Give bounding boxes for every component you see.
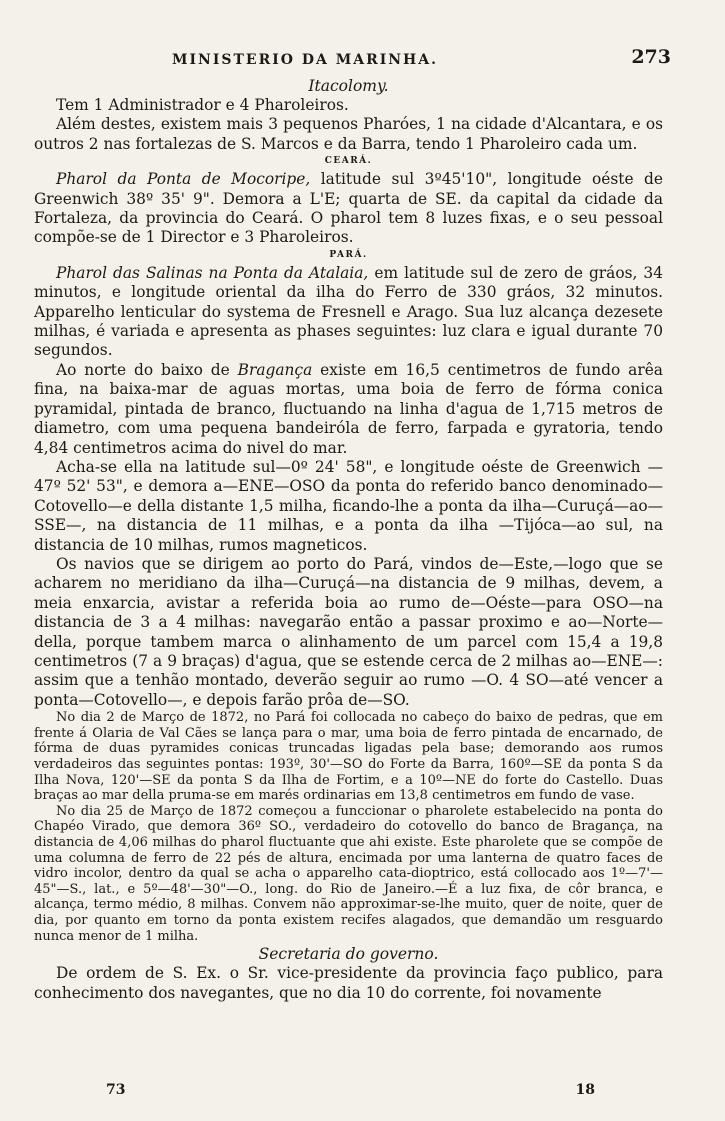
paragraph-itacolomy-lighthouses: Além destes, existem mais 3 pequenos Pharóes, 1 na cidade d'Alcantara, e os outros 2 nas fortalezas de S. Marcos e da Barra, tendo 1 Pharoleiro cada um. (34, 115, 663, 153)
place-name-braganca: Bragança (237, 360, 313, 379)
page-header (34, 46, 671, 76)
paragraph-para-march-25: No dia 25 de Março de 1872 começou a funccionar o pharolete estabelecido na ponta do Chapéo Virado, que demora 36º SO., verdadeiro do cotovello do banco de Bragança, na distancia de 4,06 milhas do pharol fluctuante que ahi existe. Este pharolete que se compõe de uma columna de ferro de 22 pés de altura, encimada por uma lanterna de quatro faces de vidro incolor, dentro da qual se acha o apparelho cata-dioptrico, está collocado aos 1º—7'—45"—S., lat., e 5º—48'—30"—O., long. do Rio de Janeiro.—É a luz fixa, de côr branca, e alcança, termo médio, 8 milhas. Convem não approximar-se-lhe muito, quer de noite, quer de dia, por quanto em torno da ponta existem recifes alagados, que demandão um resguardo nunca menor de 1 milha. (34, 803, 663, 944)
pharol-name-mocoripe: Pharol da Ponta de Mocoripe, (56, 170, 311, 189)
text-segment: existe em 16,5 centimetros de fundo arêa fina, na baixa-mar de aguas mortas, uma boia de ferro de fórma conica pyramidal, pintada de branco, fluctuando na linha d'agua de 1,715 metros de diametro, com uma pequena bandeiróla de ferro, farpada e gyratoria, tendo 4,84 centimetros acima do nivel do mar. (34, 360, 663, 457)
paragraph-para-braganca-buoy (34, 361, 663, 458)
section-heading-secretaria: Secretaria do governo. (258, 945, 439, 964)
paragraph-para-navigation: Os navios que se dirigem ao porto do Pará, vindos de—Este,—logo que se acharem no meridiano da ilha—Curuçá—na distancia de 9 milhas, devem, a meia enxarcia, avistar a referida boia ao rumo de—Oéste—para OSO—na distancia de 3 a 4 milhas: navegarão então a passar proximo e ao—Norte—della, porque tambem marca o alinhamento de um parcel com 15,4 a 19,8 centimetros (7 a 9 braças) d'agua, que se estende cerca de 2 milhas ao—ENE—: assim que a tenhão montado, deverão seguir ao rumo —O. 4 SO—até vencer a ponta—Cotovello—, e depois farão prôa de—SO. (34, 554, 663, 709)
pharol-name-salinas: Pharol das Salinas na Ponta da Atalaia, (56, 263, 369, 282)
page-number: 273 (631, 46, 671, 68)
paragraph-ceara-text: latitude sul 3º45'10", longitude oéste de Greenwich 38º 35' 9". Demora a L'E; quarta de SE. da capital da cidade da Fortaleza, da provincia do Ceará. O pharol tem 8 luzes fixas, e o seu pessoal compõe-se de 1 Director e 3 Pharoleiros. (34, 170, 663, 247)
paragraph-para-salinas-text: em latitude sul de zero de gráos, 34 minutos, e longitude oriental da ilha do Ferro de 330 gráos, 32 minutos. Apparelho lenticular do systema de Fresnell e Arago. Sua luz alcança dezesete milhas, é variada e apresenta as phases seguintes: luz clara e igual durante 70 segundos. (34, 263, 664, 360)
section-heading-itacolomy: Itacolomy. (308, 77, 389, 95)
section-heading-ceara: CEARÁ. (324, 156, 373, 167)
signature-mark-right: 18 (575, 1082, 595, 1098)
paragraph-para-march-2: No dia 2 de Março de 1872, no Pará foi collocada no cabeço do baixo de pedras, que em frente á Olaria de Val Cães se lança para o mar, uma boia de ferro pintada de encarnado, de fórma de duas pyramides conicas truncadas ligadas pela base; demorando aos rumos verdadeiros das seguintes pontas: 193º, 30'—SO do Forte da Barra, 160º—SE da ponta S da Ilha Nova, 120'—SE da ponta S da Ilha de Fortim, e a 10º—NE do forte do Castello. Duas braças ao mar della pruma-se em marés ordinarias em 13,8 centimetros em fundo de vase. (34, 710, 663, 804)
paragraph-ceara-pharol (34, 170, 663, 248)
paragraph-para-salinas (34, 264, 663, 361)
paragraph-para-buoy-position: Acha-se ella na latitude sul—0º 24' 58", e longitude oéste de Greenwich —47º 52' 53", e demora a—ENE—OSO da ponta do referido banco denominado—Cotovello—e della distante 1,5 milha, ficando-lhe a ponta da ilha—Curuçá—ao—SSE—, na distancia de 11 milhas, e a ponta da ilha —Tijóca—ao sul, na distancia de 10 milhas, rumos magneticos. (34, 457, 663, 554)
paragraph-secretaria-notice: De ordem de S. Ex. o Sr. vice-presidente da provincia faço publico, para conhecimento dos navegantes, que no dia 10 do corrente, foi novamente (34, 964, 663, 1002)
section-heading-para: PARÁ. (329, 249, 368, 260)
text-segment: Ao norte do baixo de (56, 360, 238, 379)
signature-mark-left: 73 (106, 1082, 126, 1098)
paragraph-itacolomy-staff: Tem 1 Administrador e 4 Pharoleiros. (56, 96, 349, 114)
running-title: MINISTERIO DA MARINHA. (172, 52, 439, 68)
page-footer (70, 1082, 595, 1102)
